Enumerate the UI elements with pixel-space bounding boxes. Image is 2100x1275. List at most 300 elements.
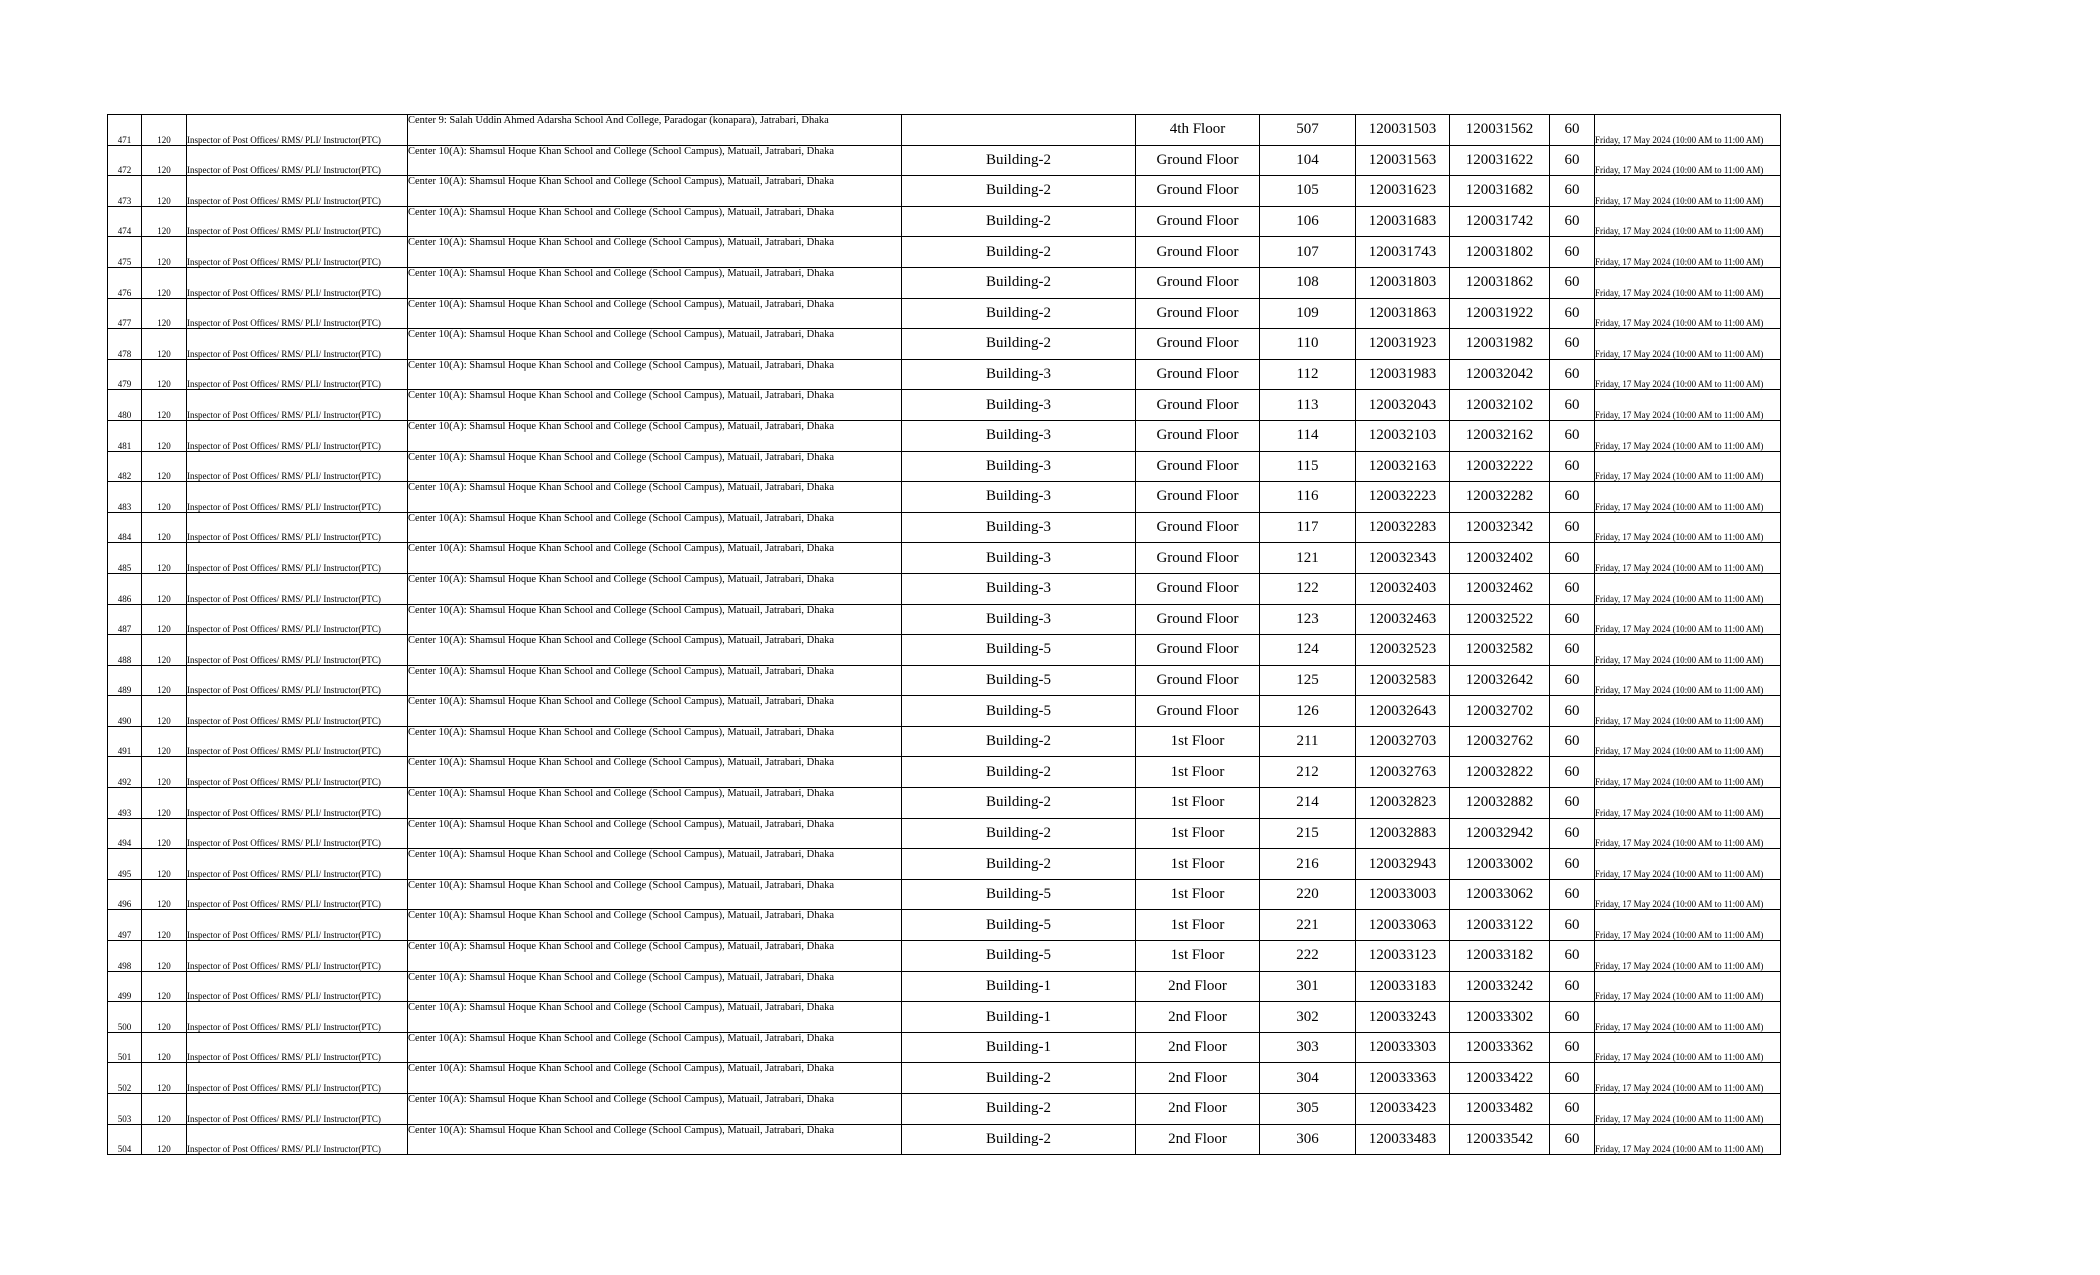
exam-date-cell: Friday, 17 May 2024 (10:00 AM to 11:00 AM) [1595,329,1781,360]
room-cell: 306 [1260,1124,1356,1155]
total-cell: 60 [1550,635,1595,666]
post-name-cell: Inspector of Post Offices/ RMS/ PLI/ Instructor(PTC) [187,451,408,482]
post-code-cell: 120 [142,971,187,1002]
roll-to-cell: 120033242 [1450,971,1550,1002]
building-cell: Building-5 [902,910,1136,941]
exam-center-cell: Center 10(A): Shamsul Hoque Khan School and College (School Campus), Matuail, Jatrabari, Dhaka [408,298,902,329]
floor-cell: 2nd Floor [1136,1002,1260,1033]
roll-from-cell: 120032163 [1356,451,1450,482]
roll-from-cell: 120032223 [1356,482,1450,513]
post-name-cell: Inspector of Post Offices/ RMS/ PLI/ Instructor(PTC) [187,818,408,849]
exam-date-cell: Friday, 17 May 2024 (10:00 AM to 11:00 AM) [1595,849,1781,880]
roll-from-cell: 120032523 [1356,635,1450,666]
table-row [108,298,1781,329]
post-code-cell: 120 [142,451,187,482]
roll-from-cell: 120032283 [1356,512,1450,543]
table-row [108,726,1781,757]
total-cell: 60 [1550,696,1595,727]
serial-cell: 486 [108,573,142,604]
post-code-cell: 120 [142,237,187,268]
roll-to-cell: 120032942 [1450,818,1550,849]
building-cell: Building-1 [902,1002,1136,1033]
total-cell: 60 [1550,512,1595,543]
total-cell: 60 [1550,818,1595,849]
serial-cell: 489 [108,665,142,696]
post-name-cell: Inspector of Post Offices/ RMS/ PLI/ Instructor(PTC) [187,390,408,421]
total-cell: 60 [1550,420,1595,451]
post-code-cell: 120 [142,788,187,819]
exam-center-cell: Center 10(A): Shamsul Hoque Khan School and College (School Campus), Matuail, Jatrabari, Dhaka [408,818,902,849]
floor-cell: 1st Floor [1136,726,1260,757]
serial-cell: 503 [108,1094,142,1125]
roll-from-cell: 120033423 [1356,1094,1450,1125]
roll-from-cell: 120032823 [1356,788,1450,819]
roll-to-cell: 120032402 [1450,543,1550,574]
exam-center-cell: Center 10(A): Shamsul Hoque Khan School and College (School Campus), Matuail, Jatrabari, Dhaka [408,788,902,819]
roll-to-cell: 120031562 [1450,115,1550,146]
post-name-cell: Inspector of Post Offices/ RMS/ PLI/ Instructor(PTC) [187,206,408,237]
table-row [108,237,1781,268]
roll-to-cell: 120032522 [1450,604,1550,635]
serial-cell: 472 [108,145,142,176]
room-cell: 115 [1260,451,1356,482]
floor-cell: Ground Floor [1136,604,1260,635]
roll-to-cell: 120031682 [1450,176,1550,207]
roll-to-cell: 120032342 [1450,512,1550,543]
post-name-cell: Inspector of Post Offices/ RMS/ PLI/ Instructor(PTC) [187,726,408,757]
floor-cell: Ground Floor [1136,145,1260,176]
roll-to-cell: 120033122 [1450,910,1550,941]
serial-cell: 493 [108,788,142,819]
post-name-cell: Inspector of Post Offices/ RMS/ PLI/ Instructor(PTC) [187,420,408,451]
exam-center-cell: Center 10(A): Shamsul Hoque Khan School and College (School Campus), Matuail, Jatrabari, Dhaka [408,482,902,513]
exam-center-cell: Center 9: Salah Uddin Ahmed Adarsha School And College, Paradogar (konapara), Jatrabari, Dhaka [408,115,902,146]
serial-cell: 492 [108,757,142,788]
exam-center-cell: Center 10(A): Shamsul Hoque Khan School and College (School Campus), Matuail, Jatrabari, Dhaka [408,1063,902,1094]
post-name-cell: Inspector of Post Offices/ RMS/ PLI/ Instructor(PTC) [187,971,408,1002]
floor-cell: 1st Floor [1136,788,1260,819]
serial-cell: 496 [108,879,142,910]
post-code-cell: 120 [142,604,187,635]
exam-date-cell: Friday, 17 May 2024 (10:00 AM to 11:00 AM) [1595,298,1781,329]
post-name-cell: Inspector of Post Offices/ RMS/ PLI/ Instructor(PTC) [187,573,408,604]
post-name-cell: Inspector of Post Offices/ RMS/ PLI/ Instructor(PTC) [187,665,408,696]
seat-plan-table [107,114,1781,1155]
total-cell: 60 [1550,267,1595,298]
exam-date-cell: Friday, 17 May 2024 (10:00 AM to 11:00 AM) [1595,818,1781,849]
room-cell: 108 [1260,267,1356,298]
building-cell: Building-2 [902,818,1136,849]
post-name-cell: Inspector of Post Offices/ RMS/ PLI/ Instructor(PTC) [187,1063,408,1094]
building-cell: Building-2 [902,298,1136,329]
exam-date-cell: Friday, 17 May 2024 (10:00 AM to 11:00 AM) [1595,543,1781,574]
total-cell: 60 [1550,115,1595,146]
roll-to-cell: 120031742 [1450,206,1550,237]
room-cell: 220 [1260,879,1356,910]
exam-date-cell: Friday, 17 May 2024 (10:00 AM to 11:00 AM) [1595,451,1781,482]
room-cell: 302 [1260,1002,1356,1033]
exam-date-cell: Friday, 17 May 2024 (10:00 AM to 11:00 AM) [1595,359,1781,390]
total-cell: 60 [1550,910,1595,941]
exam-center-cell: Center 10(A): Shamsul Hoque Khan School and College (School Campus), Matuail, Jatrabari, Dhaka [408,145,902,176]
roll-from-cell: 120033363 [1356,1063,1450,1094]
post-name-cell: Inspector of Post Offices/ RMS/ PLI/ Instructor(PTC) [187,604,408,635]
serial-cell: 485 [108,543,142,574]
exam-date-cell: Friday, 17 May 2024 (10:00 AM to 11:00 AM) [1595,665,1781,696]
floor-cell: Ground Floor [1136,298,1260,329]
roll-from-cell: 120033483 [1356,1124,1450,1155]
post-name-cell: Inspector of Post Offices/ RMS/ PLI/ Instructor(PTC) [187,635,408,666]
exam-date-cell: Friday, 17 May 2024 (10:00 AM to 11:00 AM) [1595,604,1781,635]
exam-date-cell: Friday, 17 May 2024 (10:00 AM to 11:00 AM) [1595,1002,1781,1033]
post-code-cell: 120 [142,910,187,941]
table-row [108,635,1781,666]
roll-to-cell: 120032042 [1450,359,1550,390]
serial-cell: 501 [108,1032,142,1063]
room-cell: 114 [1260,420,1356,451]
building-cell: Building-5 [902,941,1136,972]
floor-cell: Ground Floor [1136,451,1260,482]
post-name-cell: Inspector of Post Offices/ RMS/ PLI/ Instructor(PTC) [187,145,408,176]
exam-date-cell: Friday, 17 May 2024 (10:00 AM to 11:00 AM) [1595,635,1781,666]
post-code-cell: 120 [142,176,187,207]
roll-to-cell: 120033062 [1450,879,1550,910]
exam-center-cell: Center 10(A): Shamsul Hoque Khan School and College (School Campus), Matuail, Jatrabari, Dhaka [408,757,902,788]
serial-cell: 488 [108,635,142,666]
post-code-cell: 120 [142,757,187,788]
total-cell: 60 [1550,237,1595,268]
table-row [108,971,1781,1002]
floor-cell: Ground Floor [1136,420,1260,451]
exam-date-cell: Friday, 17 May 2024 (10:00 AM to 11:00 AM) [1595,757,1781,788]
exam-center-cell: Center 10(A): Shamsul Hoque Khan School and College (School Campus), Matuail, Jatrabari, Dhaka [408,726,902,757]
table-row [108,1032,1781,1063]
room-cell: 303 [1260,1032,1356,1063]
room-cell: 125 [1260,665,1356,696]
total-cell: 60 [1550,329,1595,360]
roll-to-cell: 120033422 [1450,1063,1550,1094]
building-cell: Building-2 [902,237,1136,268]
exam-date-cell: Friday, 17 May 2024 (10:00 AM to 11:00 AM) [1595,726,1781,757]
exam-center-cell: Center 10(A): Shamsul Hoque Khan School and College (School Campus), Matuail, Jatrabari, Dhaka [408,237,902,268]
roll-from-cell: 120032043 [1356,390,1450,421]
exam-date-cell: Friday, 17 May 2024 (10:00 AM to 11:00 AM) [1595,115,1781,146]
roll-from-cell: 120033243 [1356,1002,1450,1033]
exam-center-cell: Center 10(A): Shamsul Hoque Khan School and College (School Campus), Matuail, Jatrabari, Dhaka [408,879,902,910]
post-code-cell: 120 [142,665,187,696]
exam-center-cell: Center 10(A): Shamsul Hoque Khan School and College (School Campus), Matuail, Jatrabari, Dhaka [408,941,902,972]
table-body [108,115,1781,1155]
building-cell: Building-2 [902,267,1136,298]
roll-to-cell: 120033182 [1450,941,1550,972]
total-cell: 60 [1550,482,1595,513]
building-cell: Building-3 [902,604,1136,635]
building-cell: Building-5 [902,635,1136,666]
building-cell: Building-2 [902,206,1136,237]
floor-cell: Ground Floor [1136,329,1260,360]
exam-center-cell: Center 10(A): Shamsul Hoque Khan School and College (School Campus), Matuail, Jatrabari, Dhaka [408,267,902,298]
post-code-cell: 120 [142,1094,187,1125]
roll-from-cell: 120032403 [1356,573,1450,604]
exam-center-cell: Center 10(A): Shamsul Hoque Khan School and College (School Campus), Matuail, Jatrabari, Dhaka [408,1002,902,1033]
building-cell: Building-2 [902,1094,1136,1125]
post-code-cell: 120 [142,573,187,604]
building-cell: Building-5 [902,696,1136,727]
post-code-cell: 120 [142,206,187,237]
exam-date-cell: Friday, 17 May 2024 (10:00 AM to 11:00 AM) [1595,206,1781,237]
roll-from-cell: 120032103 [1356,420,1450,451]
building-cell: Building-2 [902,726,1136,757]
building-cell: Building-3 [902,451,1136,482]
table-row [108,267,1781,298]
roll-from-cell: 120032343 [1356,543,1450,574]
table-row [108,329,1781,360]
table-row [108,1002,1781,1033]
serial-cell: 474 [108,206,142,237]
table-row [108,206,1781,237]
room-cell: 301 [1260,971,1356,1002]
building-cell: Building-3 [902,573,1136,604]
roll-to-cell: 120032582 [1450,635,1550,666]
exam-center-cell: Center 10(A): Shamsul Hoque Khan School and College (School Campus), Matuail, Jatrabari, Dhaka [408,329,902,360]
serial-cell: 498 [108,941,142,972]
room-cell: 109 [1260,298,1356,329]
post-name-cell: Inspector of Post Offices/ RMS/ PLI/ Instructor(PTC) [187,543,408,574]
table-row [108,696,1781,727]
total-cell: 60 [1550,176,1595,207]
post-code-cell: 120 [142,1124,187,1155]
serial-cell: 480 [108,390,142,421]
table-row [108,604,1781,635]
post-name-cell: Inspector of Post Offices/ RMS/ PLI/ Instructor(PTC) [187,176,408,207]
post-name-cell: Inspector of Post Offices/ RMS/ PLI/ Instructor(PTC) [187,696,408,727]
room-cell: 112 [1260,359,1356,390]
roll-from-cell: 120033123 [1356,941,1450,972]
floor-cell: 1st Floor [1136,910,1260,941]
serial-cell: 483 [108,482,142,513]
floor-cell: Ground Floor [1136,512,1260,543]
table-row [108,482,1781,513]
room-cell: 211 [1260,726,1356,757]
serial-cell: 482 [108,451,142,482]
post-name-cell: Inspector of Post Offices/ RMS/ PLI/ Instructor(PTC) [187,267,408,298]
serial-cell: 504 [108,1124,142,1155]
room-cell: 110 [1260,329,1356,360]
exam-center-cell: Center 10(A): Shamsul Hoque Khan School and College (School Campus), Matuail, Jatrabari, Dhaka [408,910,902,941]
floor-cell: Ground Floor [1136,665,1260,696]
roll-from-cell: 120032703 [1356,726,1450,757]
post-code-cell: 120 [142,818,187,849]
post-name-cell: Inspector of Post Offices/ RMS/ PLI/ Instructor(PTC) [187,512,408,543]
post-code-cell: 120 [142,1032,187,1063]
post-code-cell: 120 [142,543,187,574]
room-cell: 304 [1260,1063,1356,1094]
floor-cell: 1st Floor [1136,849,1260,880]
exam-center-cell: Center 10(A): Shamsul Hoque Khan School and College (School Campus), Matuail, Jatrabari, Dhaka [408,390,902,421]
table-row [108,390,1781,421]
roll-to-cell: 120032642 [1450,665,1550,696]
total-cell: 60 [1550,1002,1595,1033]
total-cell: 60 [1550,757,1595,788]
floor-cell: 1st Floor [1136,941,1260,972]
table-row [108,788,1781,819]
exam-center-cell: Center 10(A): Shamsul Hoque Khan School and College (School Campus), Matuail, Jatrabari, Dhaka [408,1124,902,1155]
post-name-cell: Inspector of Post Offices/ RMS/ PLI/ Instructor(PTC) [187,359,408,390]
roll-from-cell: 120031563 [1356,145,1450,176]
serial-cell: 479 [108,359,142,390]
building-cell: Building-2 [902,1063,1136,1094]
floor-cell: 2nd Floor [1136,1032,1260,1063]
roll-from-cell: 120032763 [1356,757,1450,788]
building-cell: Building-3 [902,482,1136,513]
building-cell: Building-2 [902,329,1136,360]
serial-cell: 478 [108,329,142,360]
building-cell: Building-2 [902,1124,1136,1155]
building-cell: Building-2 [902,176,1136,207]
post-code-cell: 120 [142,298,187,329]
table-row [108,145,1781,176]
post-code-cell: 120 [142,512,187,543]
exam-date-cell: Friday, 17 May 2024 (10:00 AM to 11:00 AM) [1595,482,1781,513]
roll-from-cell: 120031503 [1356,115,1450,146]
floor-cell: Ground Floor [1136,573,1260,604]
table-row [108,176,1781,207]
room-cell: 212 [1260,757,1356,788]
exam-date-cell: Friday, 17 May 2024 (10:00 AM to 11:00 AM) [1595,176,1781,207]
exam-center-cell: Center 10(A): Shamsul Hoque Khan School and College (School Campus), Matuail, Jatrabari, Dhaka [408,1032,902,1063]
building-cell: Building-3 [902,543,1136,574]
roll-to-cell: 120032462 [1450,573,1550,604]
roll-from-cell: 120032463 [1356,604,1450,635]
total-cell: 60 [1550,1124,1595,1155]
roll-from-cell: 120032943 [1356,849,1450,880]
roll-from-cell: 120031863 [1356,298,1450,329]
serial-cell: 494 [108,818,142,849]
floor-cell: Ground Floor [1136,543,1260,574]
floor-cell: Ground Floor [1136,359,1260,390]
exam-center-cell: Center 10(A): Shamsul Hoque Khan School and College (School Campus), Matuail, Jatrabari, Dhaka [408,573,902,604]
roll-to-cell: 120031982 [1450,329,1550,360]
exam-center-cell: Center 10(A): Shamsul Hoque Khan School and College (School Campus), Matuail, Jatrabari, Dhaka [408,665,902,696]
room-cell: 123 [1260,604,1356,635]
building-cell: Building-2 [902,757,1136,788]
roll-to-cell: 120032102 [1450,390,1550,421]
serial-cell: 481 [108,420,142,451]
floor-cell: 2nd Floor [1136,1094,1260,1125]
floor-cell: 1st Floor [1136,879,1260,910]
room-cell: 215 [1260,818,1356,849]
table-row [108,512,1781,543]
serial-cell: 477 [108,298,142,329]
exam-date-cell: Friday, 17 May 2024 (10:00 AM to 11:00 AM) [1595,420,1781,451]
room-cell: 107 [1260,237,1356,268]
roll-to-cell: 120033362 [1450,1032,1550,1063]
roll-to-cell: 120032822 [1450,757,1550,788]
roll-to-cell: 120032762 [1450,726,1550,757]
roll-to-cell: 120032702 [1450,696,1550,727]
total-cell: 60 [1550,145,1595,176]
exam-center-cell: Center 10(A): Shamsul Hoque Khan School and College (School Campus), Matuail, Jatrabari, Dhaka [408,206,902,237]
room-cell: 305 [1260,1094,1356,1125]
room-cell: 117 [1260,512,1356,543]
roll-from-cell: 120031923 [1356,329,1450,360]
serial-cell: 495 [108,849,142,880]
table-row [108,757,1781,788]
total-cell: 60 [1550,451,1595,482]
exam-date-cell: Friday, 17 May 2024 (10:00 AM to 11:00 AM) [1595,696,1781,727]
exam-date-cell: Friday, 17 May 2024 (10:00 AM to 11:00 AM) [1595,1032,1781,1063]
table-row [108,665,1781,696]
post-code-cell: 120 [142,359,187,390]
total-cell: 60 [1550,604,1595,635]
post-code-cell: 120 [142,696,187,727]
post-code-cell: 120 [142,145,187,176]
building-cell: Building-5 [902,665,1136,696]
total-cell: 60 [1550,298,1595,329]
building-cell: Building-3 [902,359,1136,390]
total-cell: 60 [1550,359,1595,390]
exam-center-cell: Center 10(A): Shamsul Hoque Khan School and College (School Campus), Matuail, Jatrabari, Dhaka [408,451,902,482]
exam-center-cell: Center 10(A): Shamsul Hoque Khan School and College (School Campus), Matuail, Jatrabari, Dhaka [408,604,902,635]
room-cell: 106 [1260,206,1356,237]
post-name-cell: Inspector of Post Offices/ RMS/ PLI/ Instructor(PTC) [187,849,408,880]
serial-cell: 497 [108,910,142,941]
room-cell: 116 [1260,482,1356,513]
room-cell: 121 [1260,543,1356,574]
exam-date-cell: Friday, 17 May 2024 (10:00 AM to 11:00 AM) [1595,879,1781,910]
room-cell: 216 [1260,849,1356,880]
serial-cell: 487 [108,604,142,635]
post-name-cell: Inspector of Post Offices/ RMS/ PLI/ Instructor(PTC) [187,237,408,268]
table-row [108,543,1781,574]
floor-cell: 2nd Floor [1136,1124,1260,1155]
building-cell: Building-1 [902,971,1136,1002]
exam-center-cell: Center 10(A): Shamsul Hoque Khan School and College (School Campus), Matuail, Jatrabari, Dhaka [408,1094,902,1125]
post-code-cell: 120 [142,1002,187,1033]
exam-date-cell: Friday, 17 May 2024 (10:00 AM to 11:00 AM) [1595,145,1781,176]
exam-date-cell: Friday, 17 May 2024 (10:00 AM to 11:00 AM) [1595,1094,1781,1125]
total-cell: 60 [1550,1094,1595,1125]
exam-center-cell: Center 10(A): Shamsul Hoque Khan School and College (School Campus), Matuail, Jatrabari, Dhaka [408,420,902,451]
total-cell: 60 [1550,1032,1595,1063]
table-row [108,1124,1781,1155]
exam-date-cell: Friday, 17 May 2024 (10:00 AM to 11:00 AM) [1595,573,1781,604]
building-cell: Building-1 [902,1032,1136,1063]
exam-date-cell: Friday, 17 May 2024 (10:00 AM to 11:00 AM) [1595,788,1781,819]
post-name-cell: Inspector of Post Offices/ RMS/ PLI/ Instructor(PTC) [187,1094,408,1125]
serial-cell: 476 [108,267,142,298]
roll-from-cell: 120033003 [1356,879,1450,910]
floor-cell: 1st Floor [1136,757,1260,788]
exam-center-cell: Center 10(A): Shamsul Hoque Khan School and College (School Campus), Matuail, Jatrabari, Dhaka [408,971,902,1002]
total-cell: 60 [1550,1063,1595,1094]
serial-cell: 499 [108,971,142,1002]
building-cell: Building-3 [902,420,1136,451]
building-cell: Building-2 [902,145,1136,176]
total-cell: 60 [1550,665,1595,696]
table-row [108,910,1781,941]
roll-from-cell: 120031683 [1356,206,1450,237]
building-cell [902,115,1136,146]
post-name-cell: Inspector of Post Offices/ RMS/ PLI/ Instructor(PTC) [187,329,408,360]
table-row [108,1063,1781,1094]
table-row [108,879,1781,910]
roll-to-cell: 120031862 [1450,267,1550,298]
exam-date-cell: Friday, 17 May 2024 (10:00 AM to 11:00 AM) [1595,941,1781,972]
post-code-cell: 120 [142,635,187,666]
roll-to-cell: 120033302 [1450,1002,1550,1033]
total-cell: 60 [1550,390,1595,421]
